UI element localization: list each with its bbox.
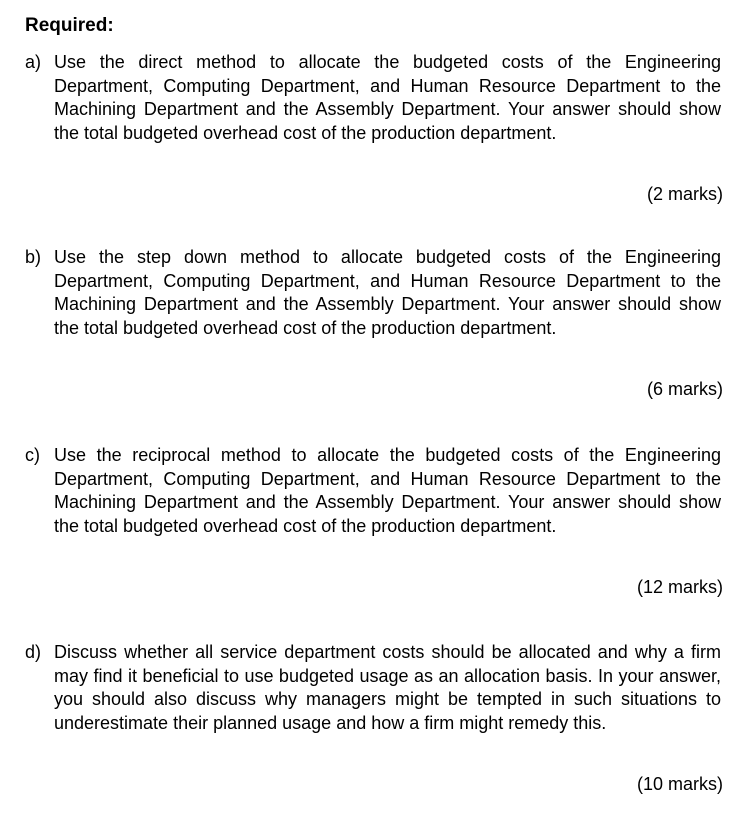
question-letter: b) — [25, 247, 42, 267]
question-text: Use the direct method to allocate the budgeted costs of the Engineering Department, Computing Department, and Human Resource Department to the Machining Department and the Assembly Department. Your answer should show the total budgeted overhead cost of the production department. — [54, 52, 721, 143]
question-letter: a) — [25, 52, 42, 72]
question-text: Use the reciprocal method to allocate the budgeted costs of the Engineering Department, Computing Department, and Human Resource Department to the Machining Department and the Assembly Department. Your answer should show the total budgeted overhead cost of the production department. — [54, 445, 721, 536]
question-letter: c) — [25, 445, 40, 465]
question-text: Discuss whether all service department costs should be allocated and why a firm may find it beneficial to use budgeted usage as an allocation basis. In your answer, you should also discuss why managers might be tempted in such situations to underestimate their planned usage and how a firm might remedy this. — [54, 642, 721, 733]
question-marks: (10 marks) — [636, 774, 723, 794]
question-letter: d) — [25, 642, 42, 662]
required-heading: Required: — [25, 15, 114, 36]
question-text: Use the step down method to allocate budgeted costs of the Engineering Department, Computing Department, and Human Resource Department to the Machining Department and the Assembly Department. Your answer should show the total budgeted overhead cost of the production department. — [54, 247, 721, 338]
question-marks: (12 marks) — [636, 577, 723, 597]
question-marks: (2 marks) — [647, 184, 723, 204]
question-marks: (6 marks) — [647, 379, 723, 399]
